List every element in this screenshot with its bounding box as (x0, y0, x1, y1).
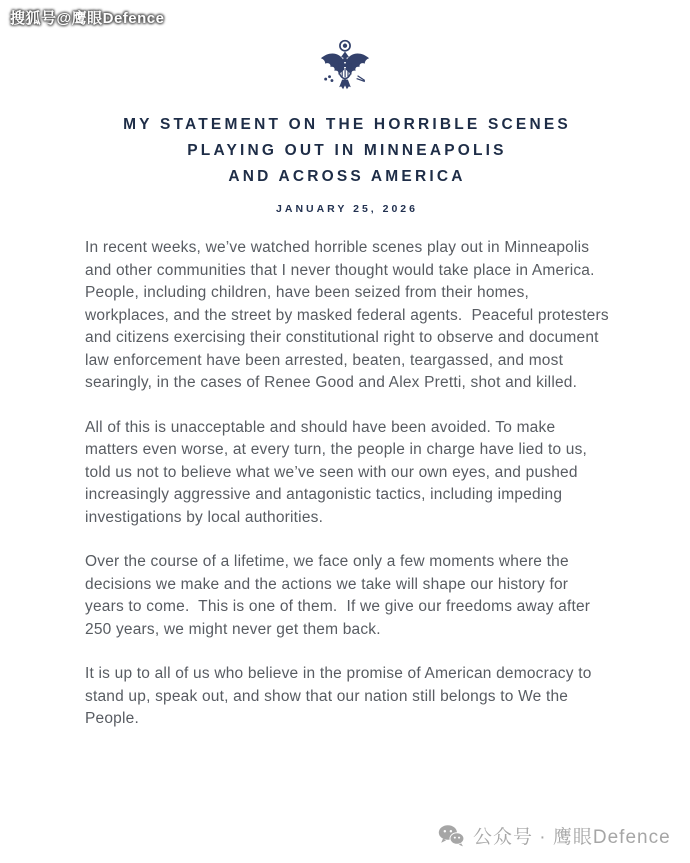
title-line-1: MY STATEMENT ON THE HORRIBLE SCENES (123, 116, 571, 133)
wechat-icon (438, 824, 465, 847)
bottom-watermark (438, 822, 671, 849)
bottom-watermark-label: 公众号 · 鹰眼Defence (473, 827, 671, 848)
eagle-seal-icon (0, 38, 690, 96)
statement-title (85, 112, 609, 190)
top-watermark: 搜狐号@鹰眼Defence (10, 10, 165, 27)
title-line-3: AND ACROSS AMERICA (228, 168, 466, 185)
statement-date: JANUARY 25, 2026 (276, 203, 418, 215)
statement-body (85, 112, 614, 753)
title-line-2: PLAYING OUT IN MINNEAPOLIS (187, 142, 507, 159)
paragraph-4: It is up to all of us who believe in the promise of American democracy to stand up, speak out, and show that our nation still belongs to We the People. (85, 665, 597, 727)
paragraph-1: In recent weeks, we’ve watched horrible scenes play out in Minneapolis and other communities that I never thought would take place in America. People, including children, have been seized from their homes, workplaces, and the street by masked federal agents. Peaceful protesters and citizens exercising their constitutional right to observe and document law enforcement have been arrested, beaten, teargassed, and most searingly, in the cases of Renee Good and Alex Pretti, shot and killed. (85, 239, 614, 391)
paragraph-2: All of this is unacceptable and should have been avoided. To make matters even worse, at every turn, the people in charge have lied to us, told us not to believe what we’ve seen with our own eyes, and pushed increasingly aggressive and antagonistic tactics, including impeding investigations by local authorities. (85, 418, 592, 526)
paragraph-3: Over the course of a lifetime, we face only a few moments where the decisions we make and the actions we take will shape our history for years to come. This is one of them. If we give our freedoms away after 250 years, we might never get them back. (85, 553, 595, 638)
statement-paragraphs (85, 237, 614, 731)
